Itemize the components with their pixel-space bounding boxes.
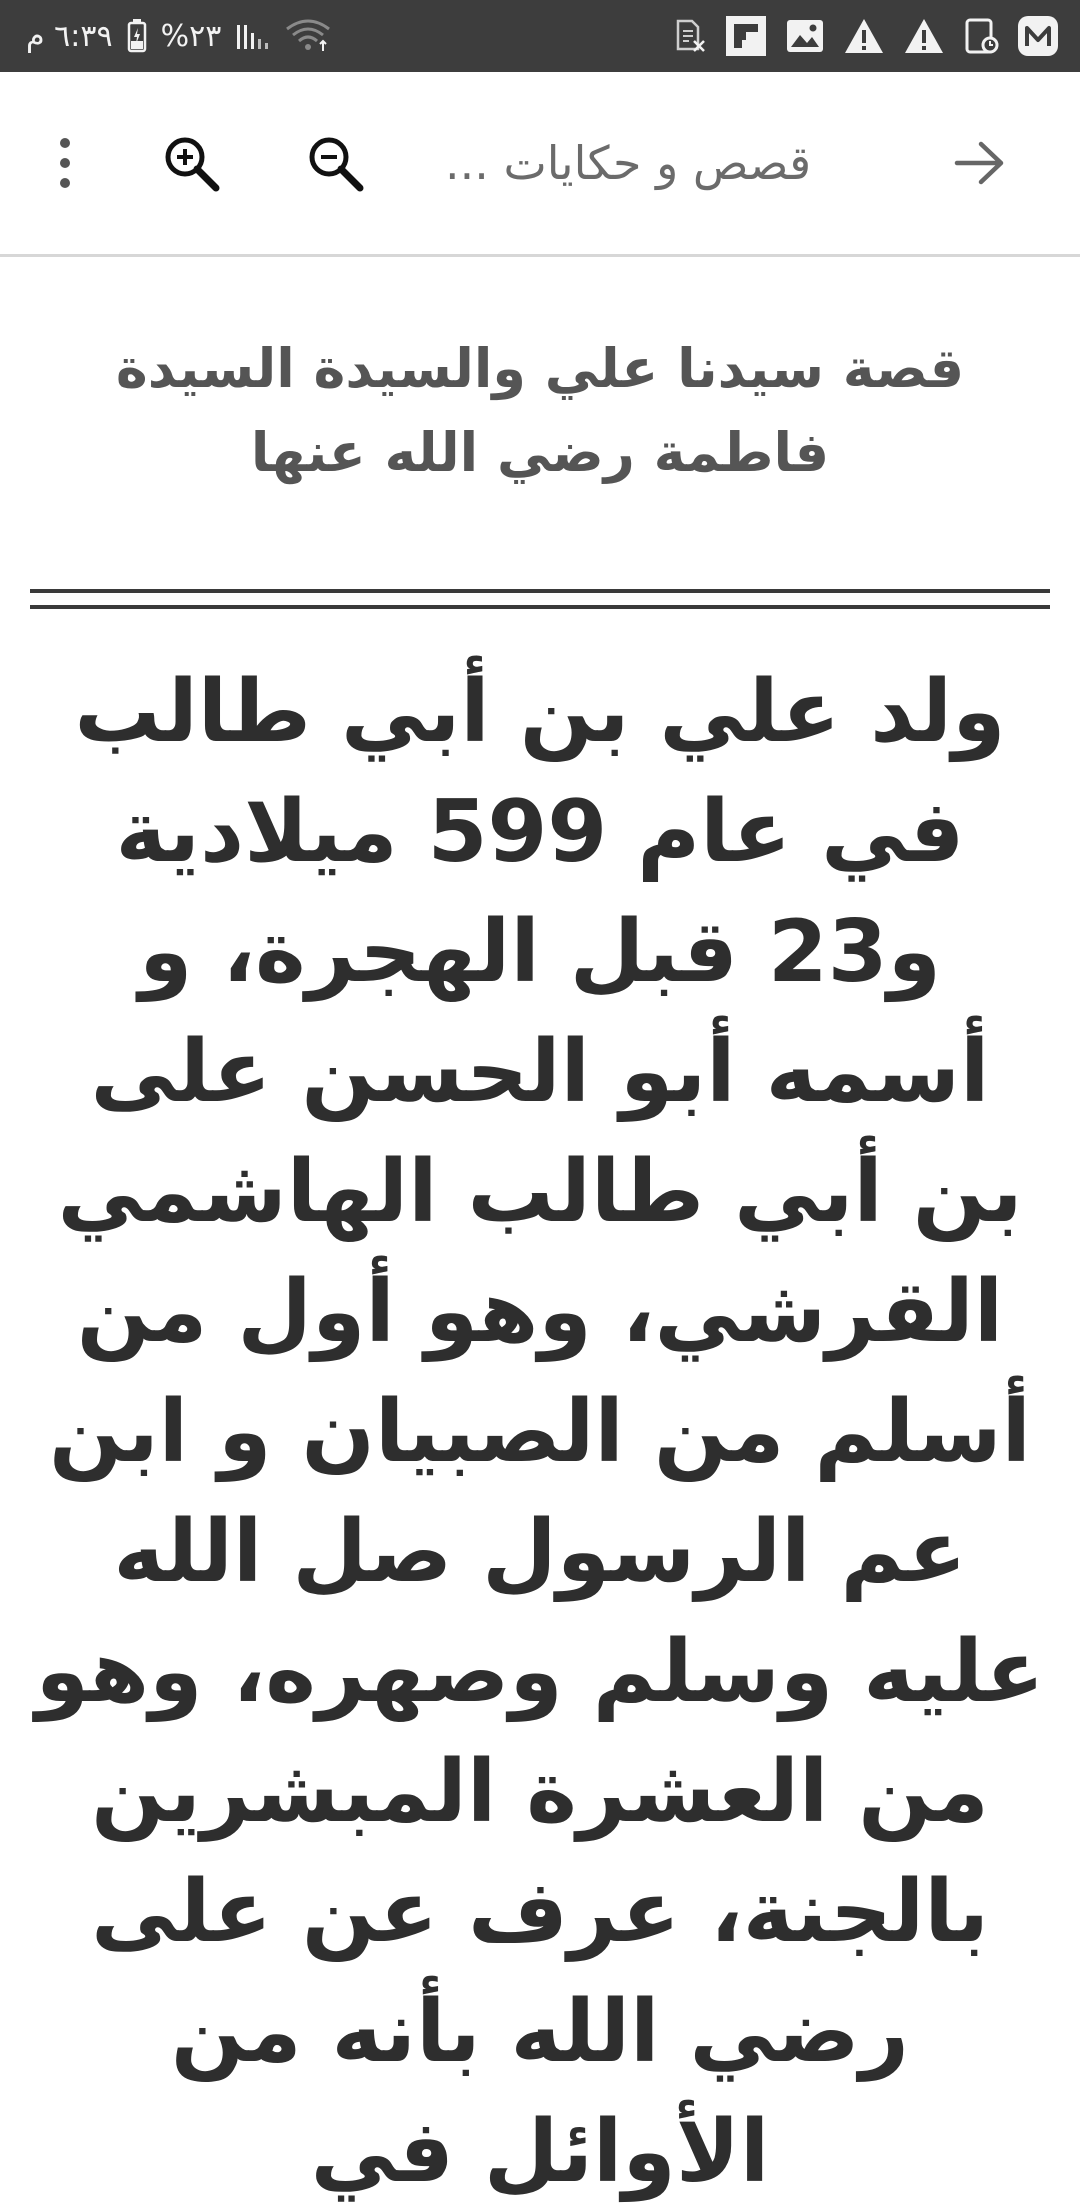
divider-line xyxy=(30,589,1050,593)
warning-icon xyxy=(844,18,884,54)
notification-icon xyxy=(964,17,998,55)
zoom-out-icon[interactable] xyxy=(290,118,380,208)
story-content[interactable] xyxy=(0,257,1080,2202)
status-right xyxy=(674,0,1058,72)
story-body: ولد علي بن أبي طالب في عام 599 ميلادية و23 قبل الهجرة، و أسمه أبو الحسن على بن أبي طالب الهاشمي القرشي، وهو أول من أسلم من الصبيان و ابن عم الرسول صل الله عليه وسلم وصهره، وهو من العشرة المبشرين بالجنة، عرف عن على رضي الله بأنه من الأوائل في xyxy=(35,662,1045,2202)
m-app-icon xyxy=(1018,16,1058,56)
double-divider xyxy=(30,589,1050,611)
status-left xyxy=(26,0,331,72)
signal-icon xyxy=(235,21,271,51)
battery-charging-icon xyxy=(127,19,147,53)
more-vert-icon[interactable] xyxy=(20,118,110,208)
app-bar xyxy=(0,72,1080,257)
clock: ٦:٣٩ م xyxy=(26,18,113,54)
status-bar xyxy=(0,0,1080,72)
divider-line xyxy=(30,605,1050,609)
battery-percent: %٢٣ xyxy=(160,18,222,54)
wifi-icon xyxy=(285,19,331,53)
zoom-in-icon[interactable] xyxy=(146,118,236,208)
flipboard-icon xyxy=(726,16,766,56)
image-icon xyxy=(786,18,824,54)
story-title: قصة سيدنا علي والسيدة السيدة فاطمة رضي الله عنها xyxy=(115,337,965,484)
arrow-right-icon[interactable] xyxy=(935,118,1025,208)
no-sim-icon xyxy=(674,19,706,53)
app-bar-title: قصص و حكايات ... xyxy=(445,136,812,190)
warning-icon xyxy=(904,18,944,54)
